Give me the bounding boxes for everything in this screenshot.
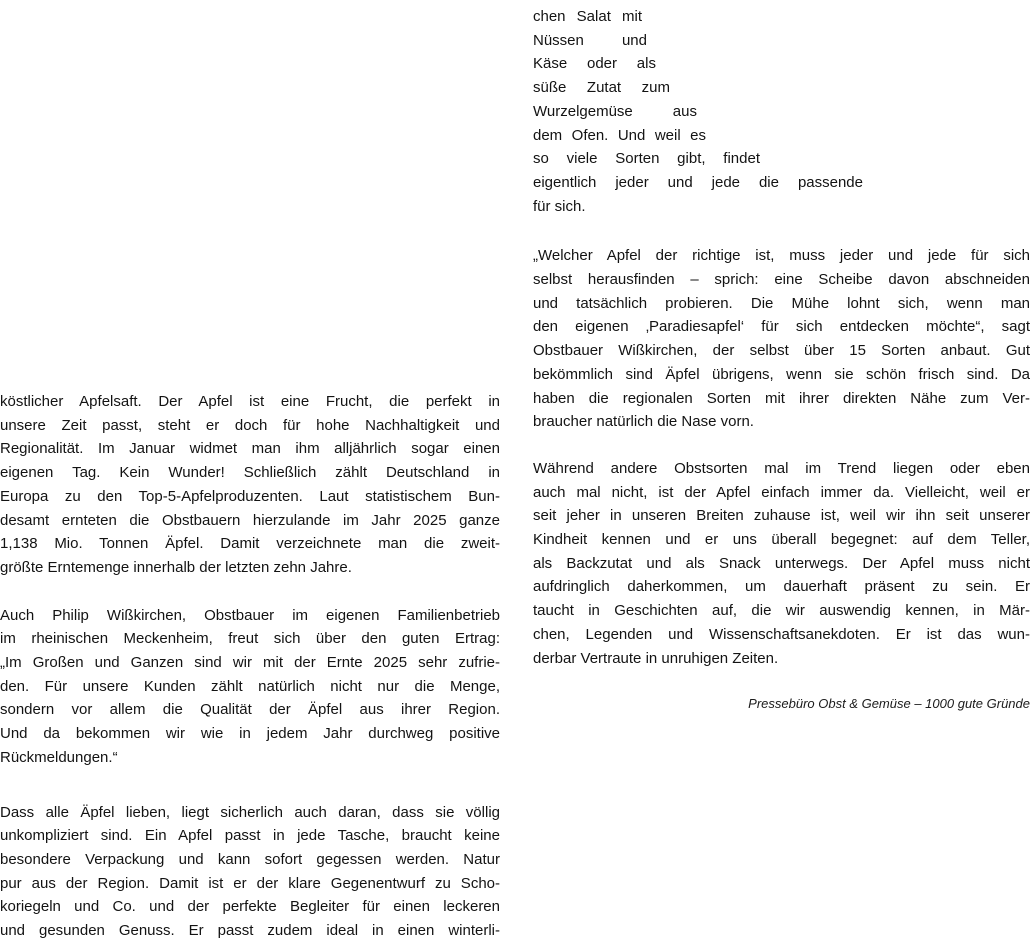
text-line: Kindheit kennen und er uns überall begegnet: auf dem Teller, (533, 531, 1030, 549)
left-column (0, 390, 500, 943)
text-line: Auch Philip Wißkirchen, Obstbauer im eigenen Familienbetrieb (0, 606, 500, 624)
text-line: und tatsächlich probieren. Die Mühe lohnt sich, wenn man (533, 294, 1030, 312)
wrapped-paragraph-salad (533, 5, 1030, 218)
text-line: „Welcher Apfel der richtige ist, muss jeder und jede für sich (533, 247, 1030, 265)
text-line: Rückmeldungen.“ (0, 748, 118, 766)
text-line: bekömmlich sind Äpfel übrigens, wenn sie schön frisch sind. Da (533, 365, 1030, 383)
text-line: sondern vor allem die Qualität der Äpfel aus ihrer Region. (0, 701, 500, 719)
text-line: chen, Legenden und Wissenschaftsanekdoten. Er ist das wun- (533, 625, 1030, 643)
text-line: unkompliziert sind. Ein Apfel passt in jede Tasche, braucht keine (0, 827, 500, 845)
paragraph-always-there (533, 457, 1030, 670)
text-line: 1,138 Mio. Tonnen Äpfel. Damit verzeichnete man die zweit- (0, 535, 500, 553)
right-column (533, 5, 1030, 716)
text-line: als Backzutat und als Snack unterwegs. Der Apfel muss nicht (533, 554, 1030, 572)
text-line: eigentlich jeder und jede die passende (533, 173, 863, 191)
text-line: Während andere Obstsorten mal im Trend liegen oder eben (533, 459, 1030, 477)
text-line: den. Für unsere Kunden zählt natürlich nicht nur die Menge, (0, 677, 500, 695)
text-line: selbst herausfinden – sprich: eine Scheibe davon abschneiden (533, 271, 1030, 289)
text-line: derbar Vertraute in unruhigen Zeiten. (533, 649, 779, 667)
text-line: den eigenen ‚Paradiesapfel‘ für sich entdecken möchte“, sagt (533, 318, 1030, 336)
paragraph-which-apple (533, 244, 1030, 434)
text-line: Europa zu den Top-5-Apfelproduzenten. Laut statistischem Bun- (0, 487, 500, 505)
text-line: besondere Verpackung und kann sofort gegessen werden. Natur (0, 850, 500, 868)
text-line: Dass alle Äpfel lieben, liegt sicherlich auch daran, dass sie völlig (0, 803, 500, 821)
paragraph-farmer-quote (0, 604, 500, 770)
text-line: für sich. (533, 197, 586, 215)
text-line: Käse oder als (533, 55, 656, 73)
text-line: Obstbauer Wißkirchen, der selbst über 15 Sorten anbaut. Gut (533, 342, 1030, 360)
text-line: köstlicher Apfelsaft. Der Apfel ist eine Frucht, die perfekt in (0, 393, 500, 410)
text-line: pur aus der Region. Damit ist er der klare Gegenentwurf zu Scho- (0, 874, 500, 892)
text-line: „Im Großen und Ganzen sind wir mit der Ernte 2025 sehr zufrie- (0, 654, 500, 672)
text-line: und gesunden Genuss. Er passt zudem ideal in einen winterli- (0, 922, 500, 940)
text-line: Und da bekommen wir wie in jedem Jahr durchweg positive (0, 725, 500, 743)
text-line: koriegeln und Co. und der perfekte Begleiter für einen leckeren (0, 898, 500, 916)
text-line: größte Erntemenge innerhalb der letzten zehn Jahre. (0, 558, 352, 576)
text-line: chen Salat mit (533, 8, 642, 25)
text-line: so viele Sorten gibt, findet (533, 150, 760, 168)
text-line: taucht in Geschichten auf, die wir auswendig kennen, in Mär- (533, 602, 1030, 620)
paragraph-uncomplicated-apple (0, 801, 500, 943)
credit-line: Pressebüro Obst & Gemüse – 1000 gute Gründe (748, 696, 1030, 712)
text-line: aufdringlich daherkommen, um dauerhaft präsent zu sein. Er (533, 578, 1030, 596)
text-line: Wurzelgemüse aus (533, 102, 697, 120)
text-line: haben die regionalen Sorten mit ihrer direkten Nähe zum Ver- (533, 389, 1030, 407)
text-line: braucher natürlich die Nase vorn. (533, 413, 754, 431)
text-line: eigenen Tag. Kein Wunder! Schließlich zählt Deutschland in (0, 464, 500, 482)
text-line: unsere Zeit passt, steht er doch für hohe Nachhaltigkeit und (0, 416, 500, 434)
text-line: seit jeher in unseren Breiten zuhause ist, weil wir ihn seit unserer (533, 507, 1030, 525)
text-line: desamt ernteten die Obstbauern hierzulande im Jahr 2025 ganze (0, 511, 500, 529)
paragraph-harvest-stats (0, 390, 500, 580)
text-line: im rheinischen Meckenheim, freut sich über den guten Ertrag: (0, 630, 500, 648)
text-line: Regionalität. Im Januar widmet man ihm alljährlich sogar einen (0, 440, 500, 458)
text-line: auch mal nicht, ist der Apfel einfach immer da. Vielleicht, weil er (533, 483, 1030, 501)
text-line: dem Ofen. Und weil es (533, 126, 706, 144)
text-line: süße Zutat zum (533, 79, 670, 97)
text-line: Nüssen und (533, 31, 647, 49)
